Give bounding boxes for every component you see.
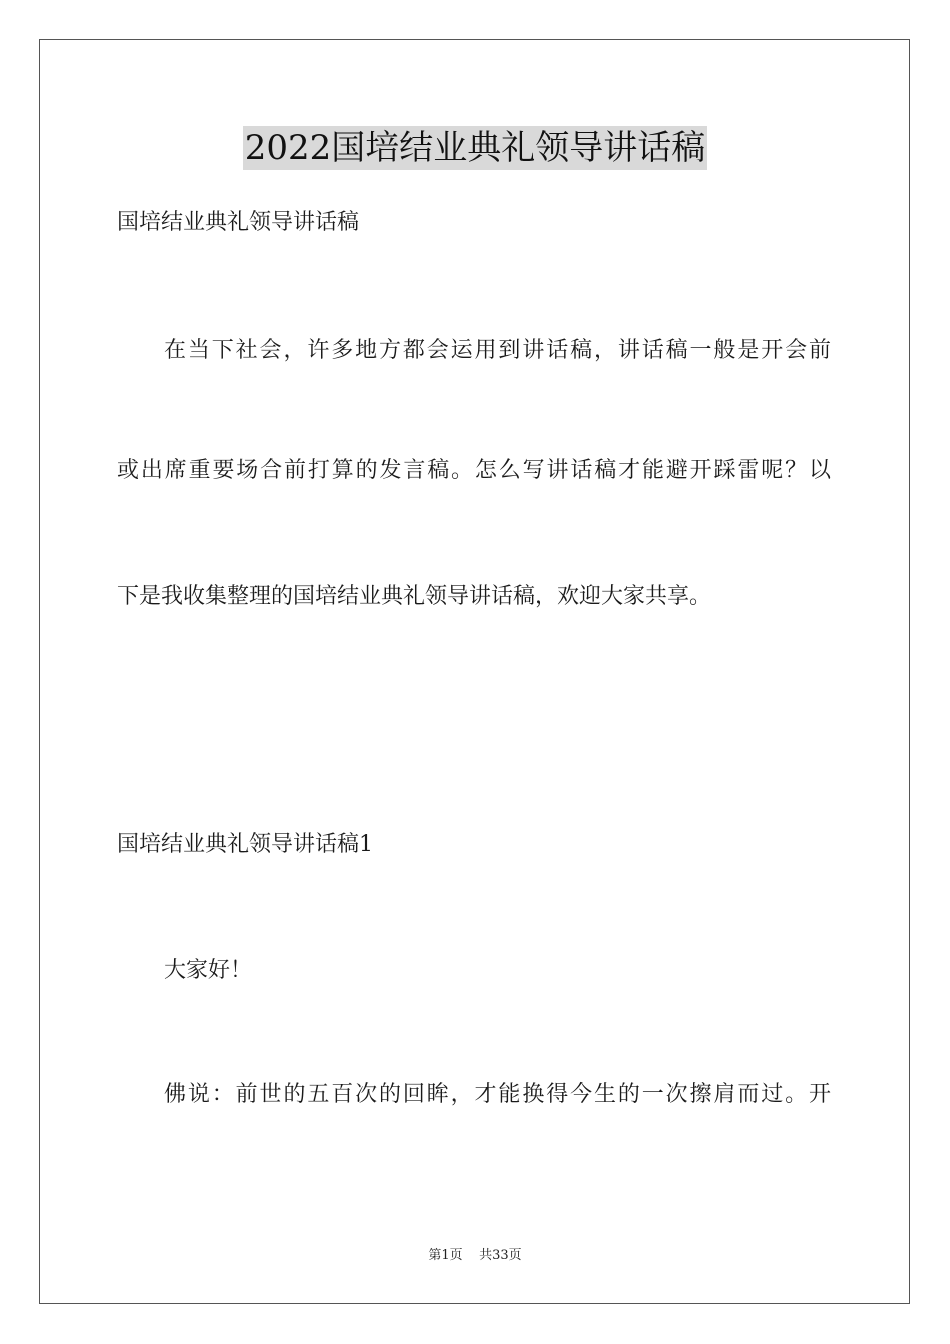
page-number: 第1页: [428, 1248, 463, 1263]
paragraph-line: 下是我收集整理的国培结业典礼领导讲话稿，欢迎大家共享。: [117, 584, 712, 609]
page-total: 共33页: [479, 1248, 522, 1263]
greeting-line: 大家好！: [164, 958, 253, 983]
page-footer: [0, 1247, 950, 1265]
paragraph-line: 或出席重要场合前打算的发言稿。怎么写讲话稿才能避开踩雷呢？以: [117, 458, 831, 483]
section-heading: 国培结业典礼领导讲话稿1: [117, 832, 373, 857]
title-container: [0, 126, 950, 170]
document-title: 2022国培结业典礼领导讲话稿: [244, 128, 706, 168]
document-subtitle: 国培结业典礼领导讲话稿: [117, 210, 360, 235]
paragraph-line: 在当下社会，许多地方都会运用到讲话稿，讲话稿一般是开会前: [164, 338, 831, 363]
paragraph-line: 佛说：前世的五百次的回眸，才能换得今生的一次擦肩而过。开: [164, 1082, 831, 1107]
